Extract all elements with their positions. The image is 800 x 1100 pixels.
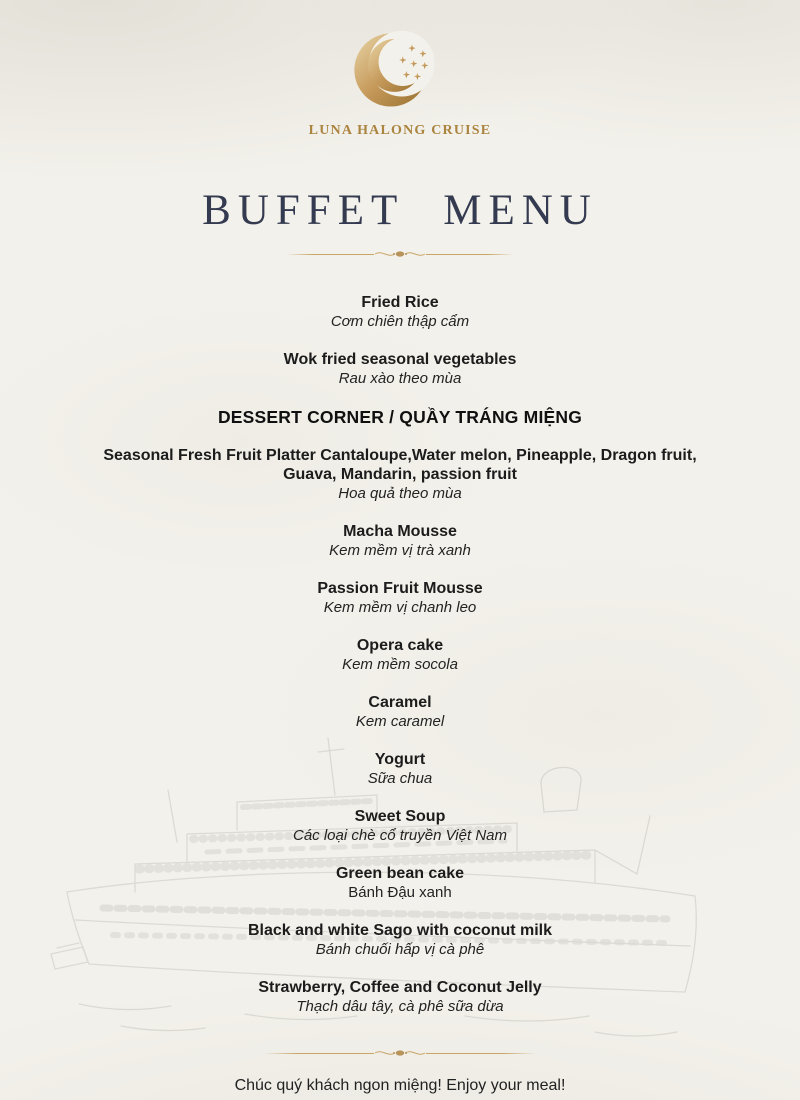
menu-item-name: Strawberry, Coffee and Coconut Jelly xyxy=(258,979,542,996)
gold-divider-bottom xyxy=(264,1047,536,1059)
menu-item-name: Green bean cake xyxy=(335,865,465,882)
divider-line xyxy=(264,1053,374,1054)
divider-line xyxy=(426,1053,536,1054)
menu-item xyxy=(0,293,800,331)
menu-item xyxy=(0,636,800,674)
divider-ornament-icon xyxy=(374,248,426,260)
brand-header xyxy=(0,28,800,139)
divider-ornament-icon xyxy=(374,1047,426,1059)
menu-item xyxy=(0,446,800,503)
menu-item-subtitle: Kem mềm socola xyxy=(342,656,458,673)
divider-line xyxy=(426,254,514,255)
menu-item xyxy=(0,921,800,959)
menu-item xyxy=(0,350,800,388)
menu-item-subtitle: Sữa chua xyxy=(367,770,433,787)
menu-item-name: Yogurt xyxy=(374,751,426,768)
menu-item xyxy=(0,579,800,617)
menu-item xyxy=(0,693,800,731)
menu-list xyxy=(0,293,800,1016)
divider-line xyxy=(286,254,374,255)
menu-item-subtitle: Hoa quả theo mùa xyxy=(338,485,462,502)
menu-item xyxy=(0,807,800,845)
menu-item-name: Caramel xyxy=(368,694,432,711)
menu-item-name: Fried Rice xyxy=(361,294,439,311)
menu-item xyxy=(0,750,800,788)
menu-item-subtitle: Kem caramel xyxy=(355,713,445,730)
menu-item-name: Opera cake xyxy=(356,637,444,654)
menu-item-name: Macha Mousse xyxy=(343,523,457,540)
menu-item-name: Sweet Soup xyxy=(354,808,446,825)
gold-divider-top xyxy=(286,248,514,260)
menu-section-mains xyxy=(0,293,800,388)
brand-name: LUNA HALONG CRUISE xyxy=(308,123,492,138)
menu-item-name: Seasonal Fresh Fruit Platter Cantaloupe,Water melon, Pineapple, Dragon fruit, Guava, Mandarin, passion fruit xyxy=(103,447,697,483)
menu-item-subtitle: Bánh chuối hấp vị cà phê xyxy=(315,941,485,958)
menu-item-subtitle: Các loại chè cổ truyền Việt Nam xyxy=(293,827,507,844)
menu-section-desserts xyxy=(0,446,800,1016)
menu-item-subtitle: Cơm chiên thập cẩm xyxy=(330,313,470,330)
menu-item-subtitle: Bánh Đậu xanh xyxy=(348,884,452,901)
section-heading-dessert-corner: DESSERT CORNER / QUẦY TRÁNG MIỆNG xyxy=(217,407,583,427)
menu-item-subtitle: Kem mềm vị chanh leo xyxy=(323,599,477,616)
menu-item-subtitle: Kem mềm vị trà xanh xyxy=(329,542,471,559)
menu-item-subtitle: Rau xào theo mùa xyxy=(338,370,462,387)
menu-item-subtitle: Thạch dâu tây, cà phê sữa dừa xyxy=(296,998,504,1015)
menu-item-name: Black and white Sago with coconut milk xyxy=(247,922,553,939)
menu-item xyxy=(0,522,800,560)
page-title: BUFFET MENU xyxy=(202,187,598,234)
menu-item xyxy=(0,978,800,1016)
menu-item xyxy=(0,864,800,902)
footer-message: Chúc quý khách ngon miệng! Enjoy your meal! xyxy=(234,1077,566,1094)
crescent-moon-logo-icon xyxy=(335,28,465,112)
menu-item-name: Wok fried seasonal vegetables xyxy=(283,351,517,368)
menu-item-name: Passion Fruit Mousse xyxy=(317,580,483,597)
